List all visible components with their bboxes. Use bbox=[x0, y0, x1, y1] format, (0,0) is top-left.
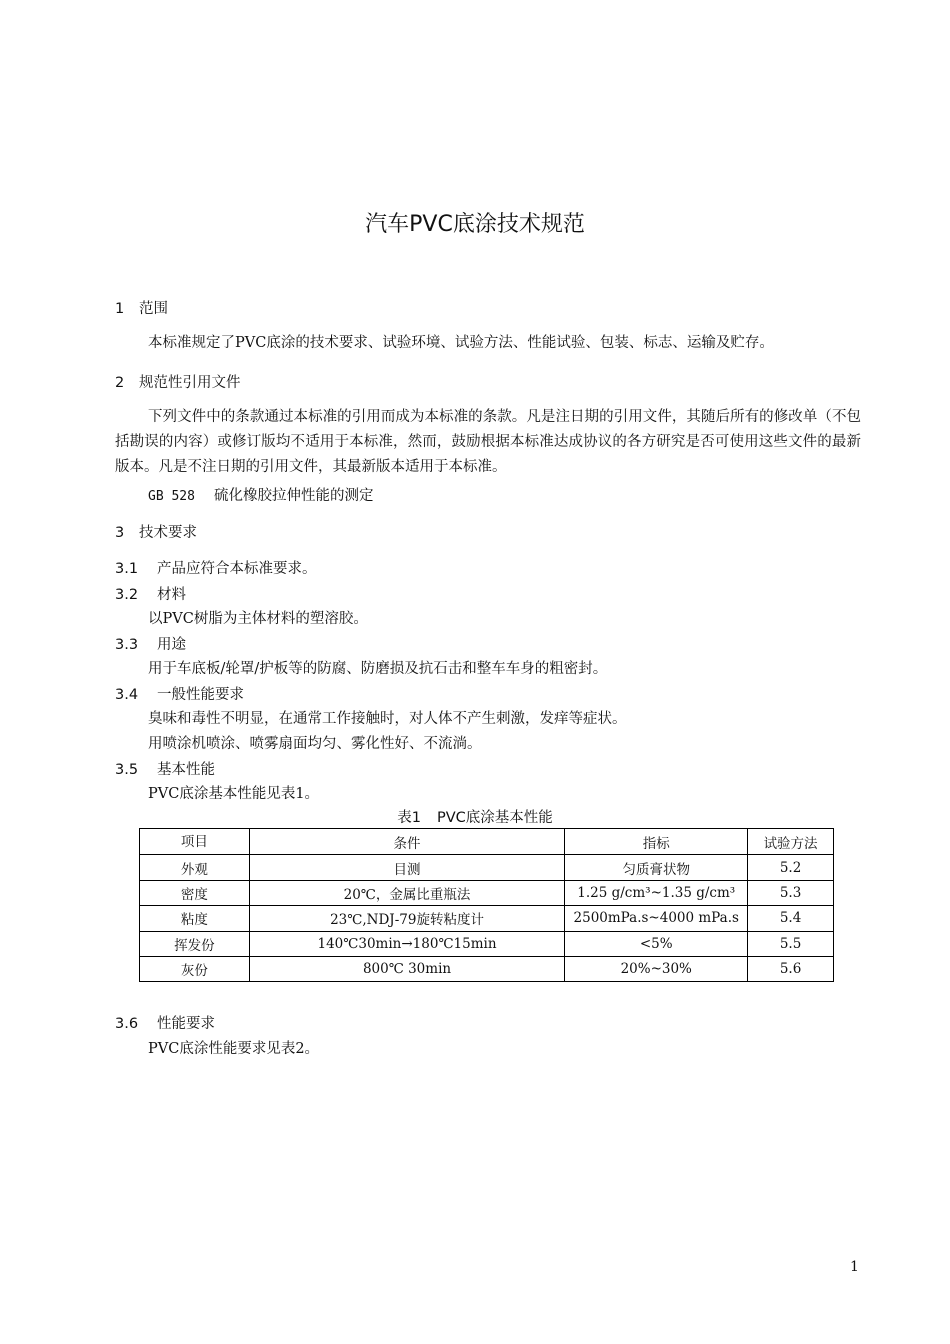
table-row bbox=[140, 956, 834, 981]
subsection-title: 基本性能 bbox=[157, 762, 215, 778]
section-title: 技术要求 bbox=[139, 525, 197, 541]
table-cell: 20℃，金属比重瓶法 bbox=[249, 880, 565, 905]
subsection-3-6-heading bbox=[115, 1012, 215, 1033]
header-item: 项目 bbox=[140, 829, 250, 855]
table-cell: 23℃,NDJ-79旋转粘度计 bbox=[249, 906, 565, 931]
table-number: 表1 bbox=[397, 810, 421, 826]
table-cell: 粘度 bbox=[140, 906, 250, 931]
subsection-3-4-text-1: 臭味和毒性不明显，在通常工作接触时，对人体不产生刺激，发痒等症状。 bbox=[148, 711, 627, 727]
subsection-number: 3.5 bbox=[115, 762, 139, 778]
table-cell: 匀质膏状物 bbox=[565, 855, 748, 880]
table-cell: 5.2 bbox=[748, 855, 834, 880]
table-cell: 20%~30% bbox=[565, 956, 748, 981]
subsection-title: 产品应符合本标准要求。 bbox=[157, 561, 317, 577]
section-number: 1 bbox=[115, 301, 125, 317]
subsection-title: 用途 bbox=[157, 637, 186, 653]
subsection-number: 3.4 bbox=[115, 687, 139, 703]
reference-title: 硫化橡胶拉伸性能的测定 bbox=[214, 488, 374, 504]
table-title: PVC底涂基本性能 bbox=[436, 810, 553, 826]
subsection-number: 3.2 bbox=[115, 587, 139, 603]
subsection-number: 3.1 bbox=[115, 561, 139, 577]
table-row bbox=[140, 906, 834, 931]
subsection-3-2-text: 以PVC树脂为主体材料的塑溶胶。 bbox=[148, 611, 368, 627]
page-number: 1 bbox=[850, 1259, 859, 1275]
document-title: 汽车PVC底涂技术规范 bbox=[365, 212, 585, 237]
table-cell: 5.6 bbox=[748, 956, 834, 981]
section-title: 范围 bbox=[139, 301, 168, 317]
table-cell: 5.4 bbox=[748, 906, 834, 931]
table-cell: 1.25 g/cm³~1.35 g/cm³ bbox=[565, 880, 748, 905]
section-1-paragraph: 本标准规定了PVC底涂的技术要求、试验环境、试验方法、性能试验、包装、标志、运输及贮存。 bbox=[148, 335, 774, 351]
table-cell: 灰份 bbox=[140, 956, 250, 981]
normative-reference bbox=[148, 484, 374, 505]
section-number: 2 bbox=[115, 375, 125, 391]
table-cell: 挥发份 bbox=[140, 931, 250, 956]
table-header-row bbox=[140, 829, 834, 855]
header-test-method: 试验方法 bbox=[748, 829, 834, 855]
header-condition: 条件 bbox=[249, 829, 565, 855]
basic-properties-table bbox=[139, 828, 834, 982]
table-cell: 外观 bbox=[140, 855, 250, 880]
reference-code: GB 528 bbox=[148, 489, 195, 504]
section-number: 3 bbox=[115, 525, 125, 541]
table-cell: 140℃30min→180℃15min bbox=[249, 931, 565, 956]
subsection-3-4-heading bbox=[115, 683, 244, 704]
table-cell: 5.5 bbox=[748, 931, 834, 956]
subsection-title: 材料 bbox=[157, 587, 186, 603]
subsection-3-5-text: PVC底涂基本性能见表1。 bbox=[148, 786, 320, 802]
subsection-title: 一般性能要求 bbox=[157, 687, 244, 703]
subsection-3-3-heading bbox=[115, 633, 186, 654]
subsection-3-4-text-2: 用喷涂机喷涂、喷雾扇面均匀、雾化性好、不流淌。 bbox=[148, 736, 482, 752]
section-2-paragraph: 下列文件中的条款通过本标准的引用而成为本标准的条款。凡是注日期的引用文件，其随后所有的修改单（不包括勘误的内容）或修订版均不适用于本标准，然而，鼓励根据本标准达成协议的各方研究是否可使用这些文件的最新版本。凡是不注日期的引用文件，其最新版本适用于本标准。 bbox=[115, 409, 861, 475]
section-2-heading bbox=[115, 371, 241, 392]
subsection-3-5-heading bbox=[115, 758, 215, 779]
subsection-title: 性能要求 bbox=[157, 1016, 215, 1032]
table-cell: 密度 bbox=[140, 880, 250, 905]
subsection-3-6-text: PVC底涂性能要求见表2。 bbox=[148, 1041, 320, 1057]
section-3-heading bbox=[115, 521, 197, 542]
table-cell: 2500mPa.s~4000 mPa.s bbox=[565, 906, 748, 931]
subsection-3-2-heading bbox=[115, 583, 186, 604]
table-cell: 目测 bbox=[249, 855, 565, 880]
table-cell: 5.3 bbox=[748, 880, 834, 905]
table-cell: <5% bbox=[565, 931, 748, 956]
header-index: 指标 bbox=[565, 829, 748, 855]
table-row bbox=[140, 855, 834, 880]
subsection-number: 3.3 bbox=[115, 637, 139, 653]
section-1-heading bbox=[115, 297, 168, 318]
subsection-3-3-text: 用于车底板/轮罩/护板等的防腐、防磨损及抗石击和整车车身的粗密封。 bbox=[148, 661, 608, 677]
table-1-caption bbox=[0, 806, 950, 827]
table-row bbox=[140, 880, 834, 905]
table-row bbox=[140, 931, 834, 956]
subsection-3-1-heading bbox=[115, 557, 317, 578]
section-title: 规范性引用文件 bbox=[139, 375, 241, 391]
subsection-number: 3.6 bbox=[115, 1016, 139, 1032]
table-cell: 800℃ 30min bbox=[249, 956, 565, 981]
